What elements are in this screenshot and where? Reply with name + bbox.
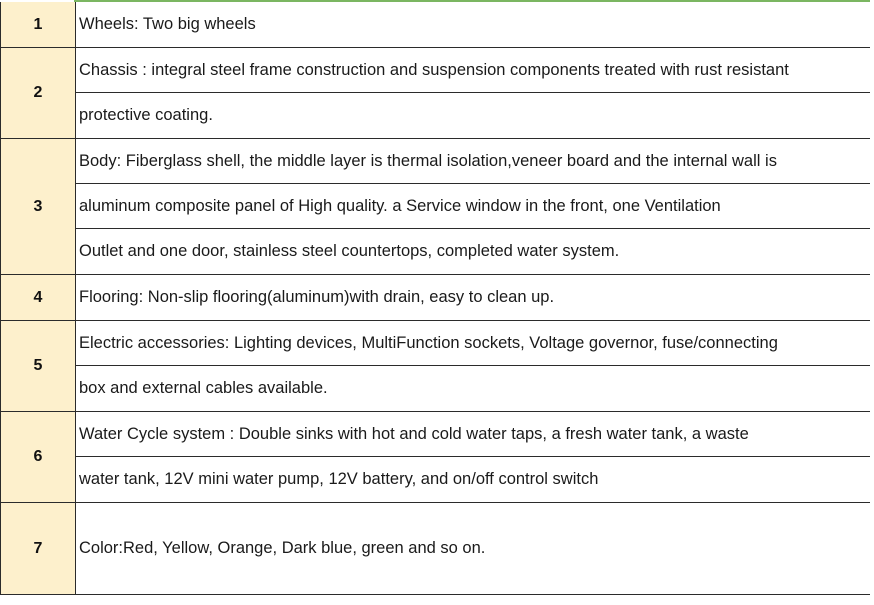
row-number-cell: 2: [1, 48, 76, 139]
text-line: box and external cables available.: [79, 379, 328, 397]
row-number-cell: 3: [1, 139, 76, 275]
text-line: Chassis : integral steel frame construction and suspension components treated with rust resistant: [76, 48, 871, 93]
right-edge-margin: [870, 0, 874, 605]
table-row: [1, 275, 872, 321]
text-line: Color:Red, Yellow, Orange, Dark blue, green and so on.: [79, 539, 486, 557]
text-line: Outlet and one door, stainless steel countertops, completed water system.: [79, 242, 620, 260]
row-number-cell: 6: [1, 412, 76, 503]
row-number-cell: 4: [1, 275, 76, 321]
row-number-cell: 7: [1, 503, 76, 595]
text-line: Electric accessories: Lighting devices, MultiFunction sockets, Voltage governor, fuse/connecting: [76, 321, 871, 366]
text-line: Wheels: Two big wheels: [79, 15, 256, 33]
text-line: protective coating.: [79, 106, 213, 124]
table-row: [1, 412, 872, 503]
row-text-cell: [76, 2, 872, 48]
row-number-cell: 1: [1, 2, 76, 48]
table-row: [1, 321, 872, 412]
table-row: [1, 48, 872, 139]
table-row: [1, 2, 872, 48]
row-text-cell: [76, 503, 872, 595]
row-text-cell: [76, 321, 872, 412]
spec-table: [0, 2, 872, 595]
row-text-cell: [76, 275, 872, 321]
text-line: aluminum composite panel of High quality. a Service window in the front, one Ventilation: [76, 184, 871, 229]
row-text-cell: [76, 139, 872, 275]
text-line: water tank, 12V mini water pump, 12V battery, and on/off control switch: [79, 470, 599, 488]
table-row: [1, 503, 872, 595]
row-text-cell: [76, 48, 872, 139]
text-line: Water Cycle system : Double sinks with hot and cold water taps, a fresh water tank, a waste: [76, 412, 871, 457]
row-number-cell: 5: [1, 321, 76, 412]
text-line: Body: Fiberglass shell, the middle layer is thermal isolation,veneer board and the internal wall is: [76, 139, 871, 184]
row-text-cell: [76, 412, 872, 503]
table-row: [1, 139, 872, 275]
text-line: Flooring: Non-slip flooring(aluminum)with drain, easy to clean up.: [79, 288, 555, 306]
